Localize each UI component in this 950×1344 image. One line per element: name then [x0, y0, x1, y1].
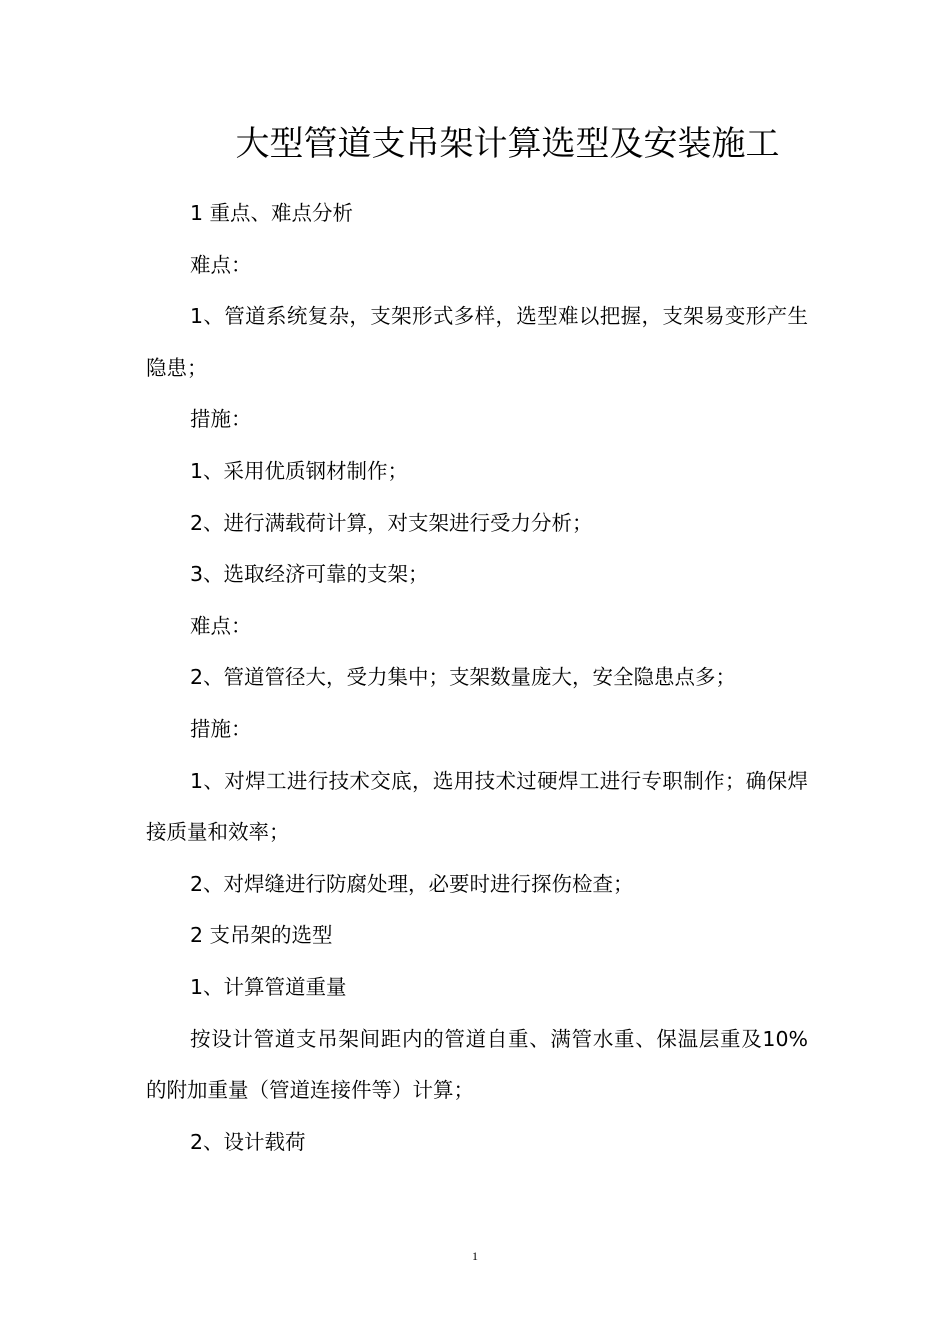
- document-title: 大型管道支吊架计算选型及安装施工: [235, 124, 780, 164]
- measure-item: 2、对焊缝进行防腐处理，必要时进行探伤检查；: [190, 871, 634, 896]
- difficulty-item: 1、管道系统复杂，支架形式多样，选型难以把握，支架易变形产生隐患；: [146, 304, 808, 380]
- difficulty-item: 2、管道管径大，受力集中；支架数量庞大，安全隐患点多；: [190, 665, 737, 690]
- difficulty-label: 难点：: [190, 613, 252, 638]
- subsection-heading: 1、计算管道重量: [190, 974, 347, 999]
- difficulty-label: 难点：: [190, 252, 252, 277]
- measure-item: 2、进行满载荷计算，对支架进行受力分析；: [190, 510, 593, 535]
- measures-label: 措施：: [190, 716, 252, 741]
- section-heading: 2 支吊架的选型: [190, 923, 333, 948]
- measure-item: 1、对焊工进行技术交底，选用技术过硬焊工进行专职制作；确保焊接质量和效率；: [146, 768, 808, 845]
- measure-item: 1、采用优质钢材制作；: [190, 458, 409, 483]
- subsection-heading: 2、设计载荷: [190, 1129, 306, 1154]
- document-body: [146, 188, 808, 1168]
- section-heading: 1 重点、难点分析: [190, 201, 354, 225]
- page-number: 1: [472, 1249, 478, 1263]
- measures-label: 措施：: [190, 407, 252, 432]
- measure-item: 3、选取经济可靠的支架；: [190, 562, 429, 587]
- body-paragraph: 按设计管道支吊架间距内的管道自重、满管水重、保温层重及10%的附加重量（管道连接件等）计算；: [146, 1026, 808, 1103]
